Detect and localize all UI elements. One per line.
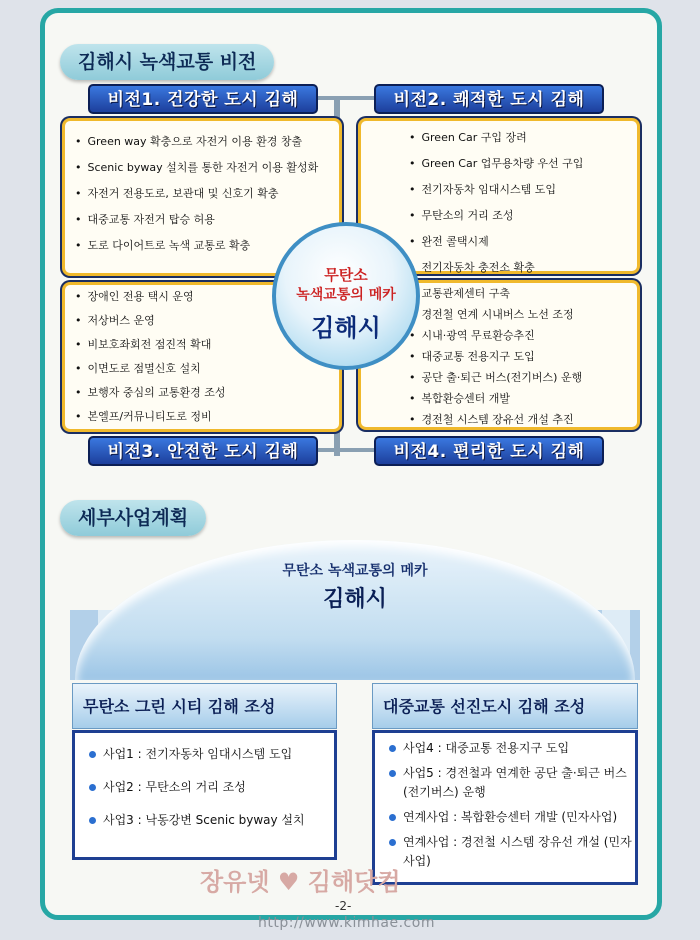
list-item: • 복합환승센터 개발 xyxy=(409,388,637,409)
list-item: • 경전철 시스템 장유선 개설 추진 xyxy=(409,409,637,430)
list-item: • Green Car 구입 장려 xyxy=(409,125,637,151)
emblem-line2: 녹색교통의 메카 xyxy=(296,287,396,303)
emblem-line3: 김해시 xyxy=(311,314,381,342)
list-item: • 공단 출·퇴근 버스(전기버스) 운행 xyxy=(409,367,637,388)
list-item: 연계사업 : 복합환승센터 개발 (민자사업) xyxy=(389,808,635,827)
center-emblem xyxy=(272,222,420,370)
watermark: 장유넷 ♥ 김해닷컴 xyxy=(200,868,401,896)
vision-section-title: 김해시 녹색교통 비전 xyxy=(60,44,274,80)
list-item: • 경전철 연계 시내버스 노선 조정 xyxy=(409,304,637,325)
list-item: 사업5 : 경전철과 연계한 공단 출·퇴근 버스(전기버스) 운행 xyxy=(389,764,635,802)
panel2-heading: 대중교통 선진도시 김해 조성 xyxy=(372,683,638,729)
list-item: • 이면도로 점멸신호 설치 xyxy=(75,357,339,381)
list-item: • 도로 다이어트로 녹색 교통로 확충 xyxy=(75,233,339,259)
list-item: • Green Car 업무용차량 우선 구입 xyxy=(409,151,637,177)
page-number: -2- xyxy=(335,899,352,913)
list-item: • 대중교통 자전거 탑승 허용 xyxy=(75,207,339,233)
vision2-banner: 비전2. 쾌적한 도시 김해 xyxy=(374,84,604,114)
list-item: 사업4 : 대중교통 전용지구 도입 xyxy=(389,739,635,758)
dome-subtitle: 무탄소 녹색교통의 메카 xyxy=(282,563,428,579)
list-item: • 비보호좌회전 점진적 확대 xyxy=(75,333,339,357)
vision4-banner: 비전4. 편리한 도시 김해 xyxy=(374,436,604,466)
list-item: • 저상버스 운영 xyxy=(75,309,339,333)
list-item: • 무탄소의 거리 조성 xyxy=(409,203,637,229)
list-item: • 전기자동차 충전소 확충 xyxy=(409,255,637,281)
list-item: 사업3 : 낙동강변 Scenic byway 설치 xyxy=(89,811,334,830)
list-item: • 보행자 중심의 교통환경 조성 xyxy=(75,381,339,405)
vision3-banner: 비전3. 안전한 도시 김해 xyxy=(88,436,318,466)
list-item: • 교통관제센터 구축 xyxy=(409,283,637,304)
list-item: 연계사업 : 경전철 시스템 장유선 개설 (민자사업) xyxy=(389,833,635,871)
list-item: • 자전거 전용도로, 보관대 및 신호기 확충 xyxy=(75,181,339,207)
list-item: • Scenic byway 설치를 통한 자전거 이용 활성화 xyxy=(75,155,339,181)
list-item: • 완전 콜택시제 xyxy=(409,229,637,255)
vision1-banner: 비전1. 건강한 도시 김해 xyxy=(88,84,318,114)
list-item: • 본엘프/커뮤니티도로 정비 xyxy=(75,405,339,429)
dome-graphic xyxy=(75,540,635,680)
watermark-url: http://www.kimhae.com xyxy=(258,915,435,931)
list-item: • 장애인 전용 택시 운영 xyxy=(75,285,339,309)
list-item: • 시내·광역 무료환승추진 xyxy=(409,325,637,346)
list-item: • Green way 확충으로 자전거 이용 환경 창출 xyxy=(75,129,339,155)
list-item: • 전기자동차 임대시스템 도입 xyxy=(409,177,637,203)
dome-title: 김해시 xyxy=(323,587,387,612)
plan-section-title: 세부사업계획 xyxy=(60,500,206,536)
list-item: • 대중교통 전용지구 도입 xyxy=(409,346,637,367)
panel1 xyxy=(72,730,337,860)
list-item: 사업2 : 무탄소의 거리 조성 xyxy=(89,778,334,797)
emblem-line1: 무탄소 xyxy=(324,266,368,284)
panel1-heading: 무탄소 그린 시티 김해 조성 xyxy=(72,683,337,729)
list-item: 사업1 : 전기자동차 임대시스템 도입 xyxy=(89,745,334,764)
